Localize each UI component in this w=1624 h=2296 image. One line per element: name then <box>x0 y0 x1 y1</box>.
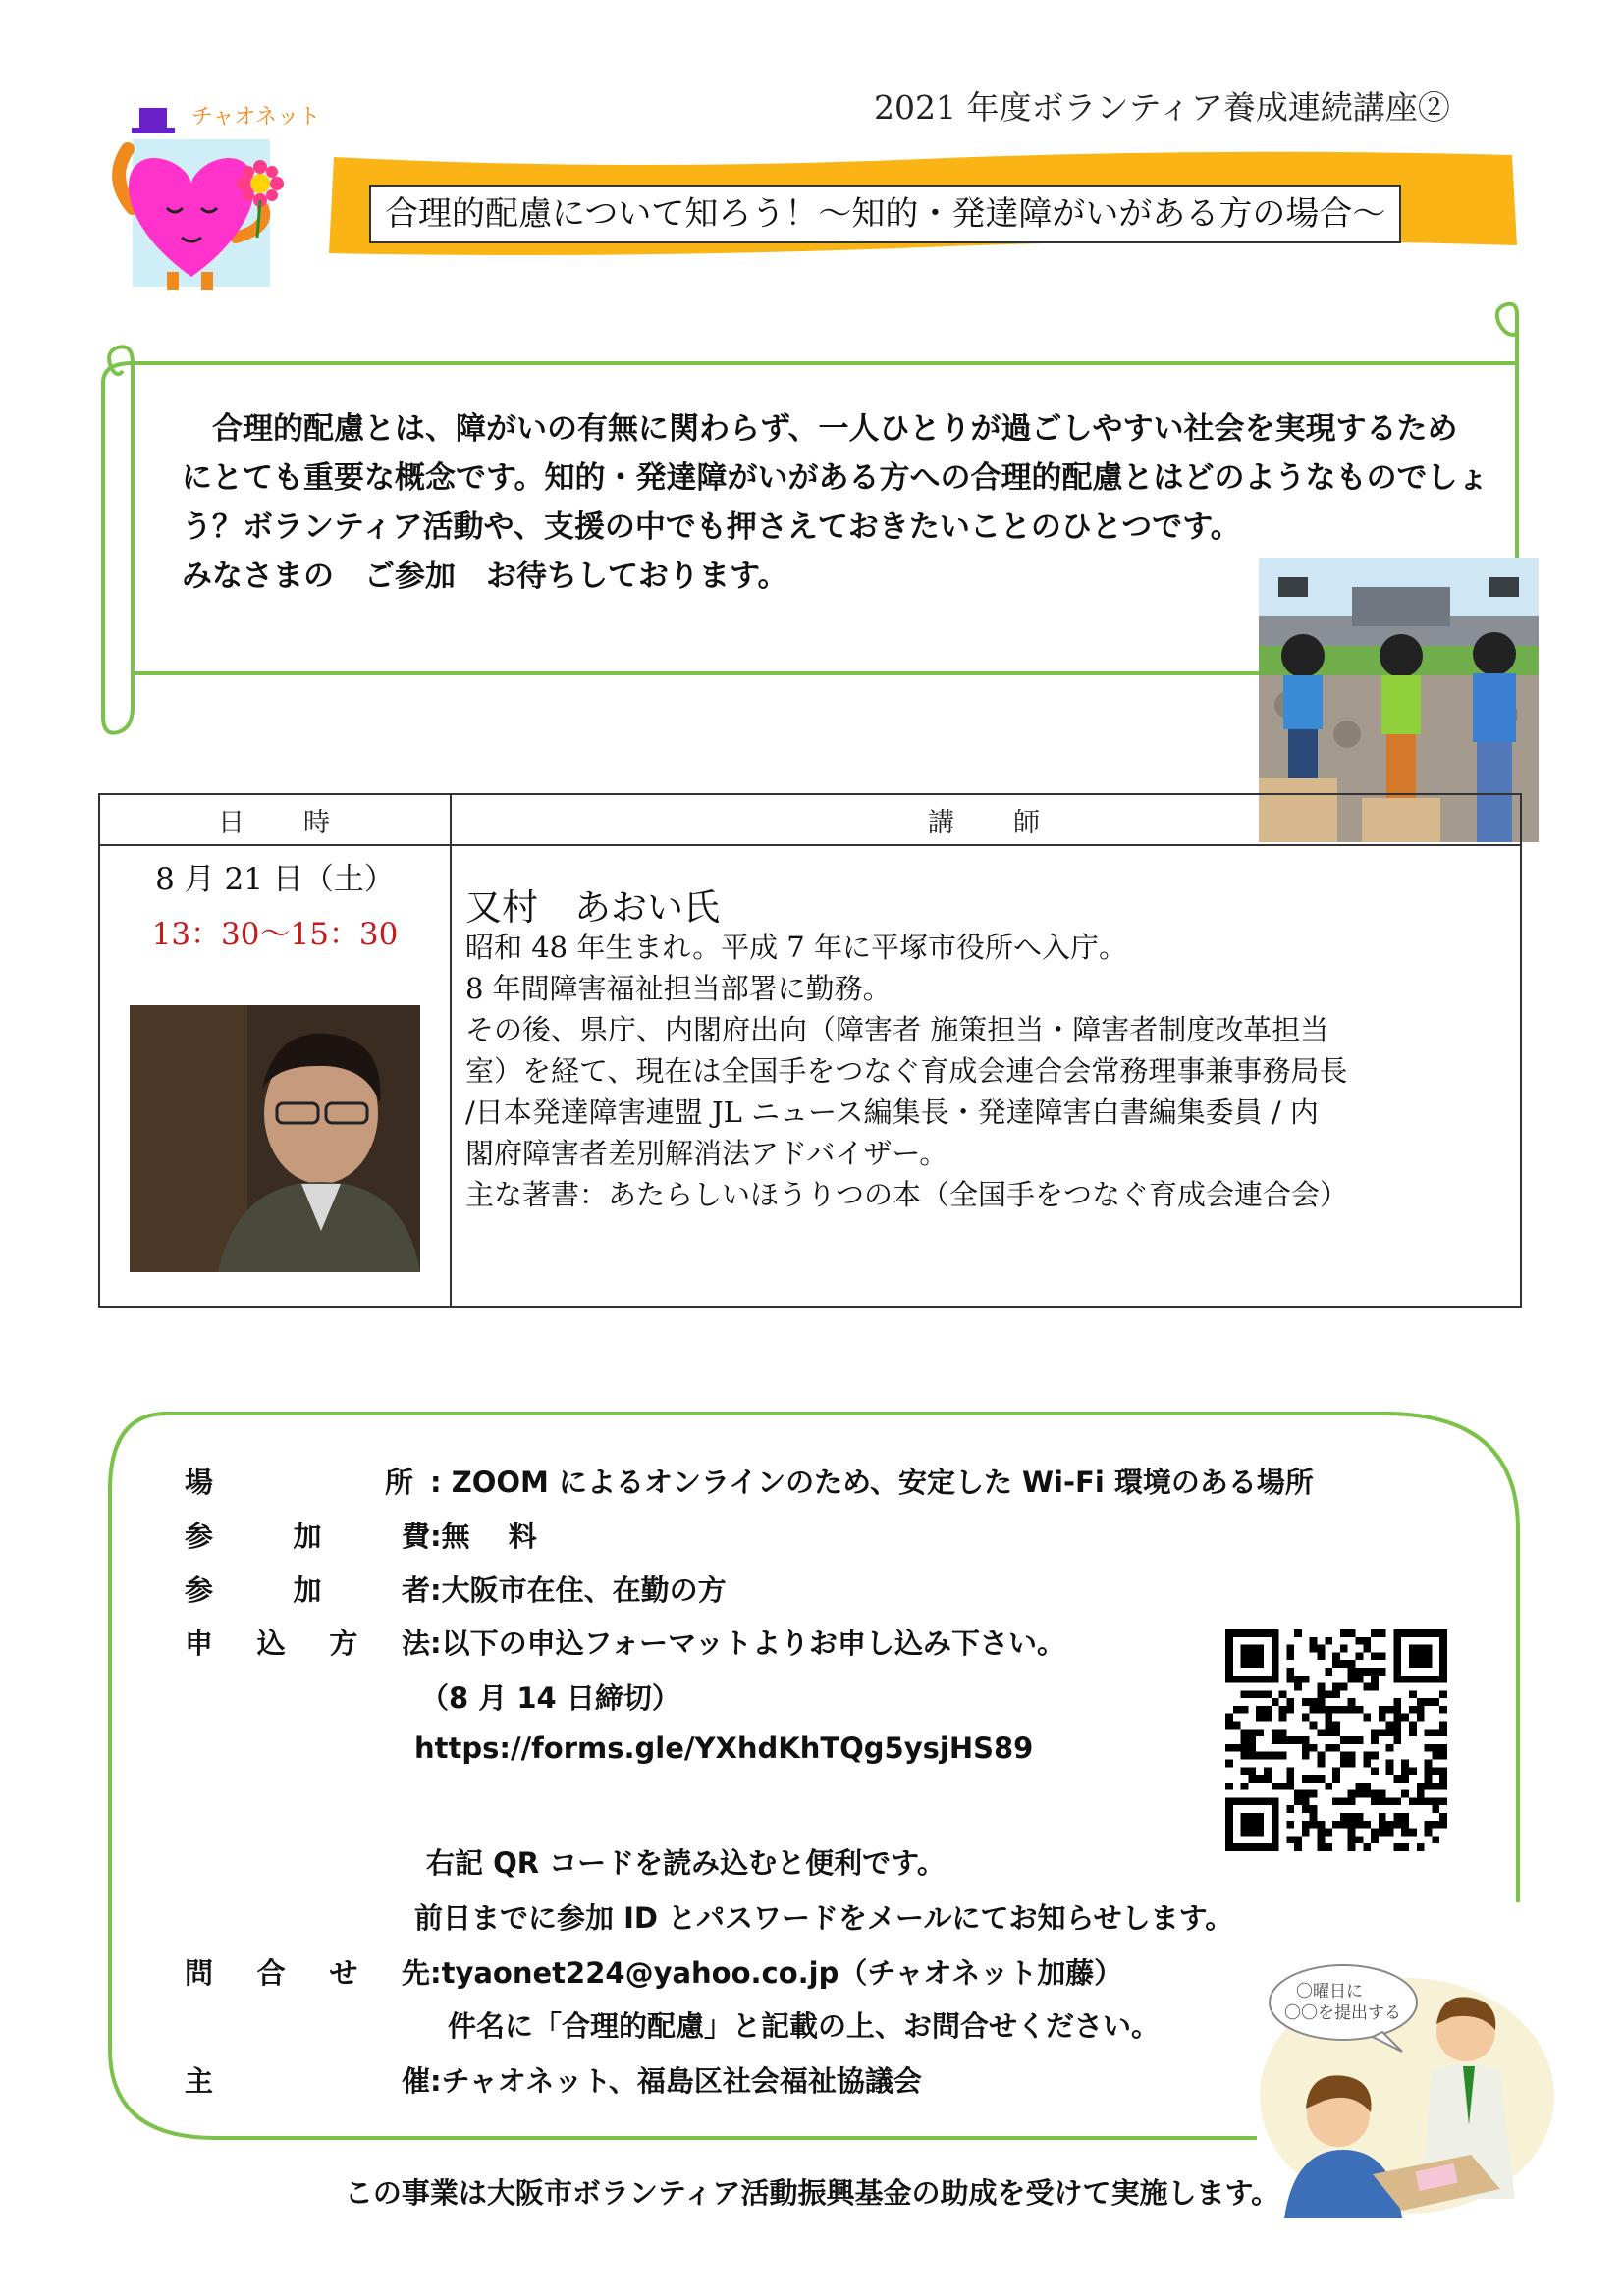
qr-note: 右記 QR コードを読み込むと便利です。 <box>426 1846 946 1880</box>
bio-line: /日本発達障害連盟 JL ニュース編集長・発達障害白書編集委員 / 内 <box>465 1095 1319 1129</box>
bio-line: 昭和 48 年生まれ。平成 7 年に平塚市役所へ入庁。 <box>465 931 1127 964</box>
header-lecturer: 講 師 <box>928 808 1042 838</box>
contact-email-link[interactable]: :tyaonet224@yahoo.co.jp（チャオネット加藤） <box>430 1956 1123 1990</box>
deadline: （8 月 14 日締切） <box>420 1682 680 1715</box>
logo-text: チャオネット <box>191 105 321 130</box>
host-value: :チャオネット、福島区社会福祉協議会 <box>430 2064 922 2098</box>
intro-line: う？ボランティア活動や、支援の中でも押さえておきたいことのひとつです。 <box>182 509 1241 545</box>
place-label-end: 所 <box>385 1466 414 1499</box>
series-title: 2021 年度ボランティア養成連続講座② <box>874 88 1450 127</box>
participants-value: :大阪市在住、在勤の方 <box>430 1574 727 1607</box>
intro-line: 合理的配慮とは、障がいの有無に関わらず、一人ひとりが過ごしやすい社会を実現するため <box>182 411 1458 447</box>
host-label: 主 催 <box>185 2064 430 2098</box>
place-value: : ZOOM によるオンラインのため、安定した Wi-Fi 環境のある場所 <box>430 1466 1314 1499</box>
intro-line: にとても重要な概念です。知的・発達障がいがある方への合理的配慮とはどのようなものでしょ <box>182 460 1489 496</box>
contact-label: 問 合 せ 先 <box>185 1956 430 1990</box>
fee-label: 参 加 費 <box>185 1520 430 1553</box>
chaonet-logo <box>88 90 321 296</box>
lecturer-name: 又村 あおい氏 <box>465 886 720 929</box>
bio-line: 閣府障害者差別解消法アドバイザー。 <box>465 1137 948 1170</box>
participants-label: 参 加 者 <box>185 1574 430 1607</box>
event-table <box>98 793 1522 1308</box>
bio-line: 8 年間障害福祉担当部署に勤務。 <box>465 972 892 1005</box>
lecturer-photo <box>130 1005 420 1272</box>
page-title: 合理的配慮について知ろう！～知的・発達障がいがある方の場合～ <box>369 185 1401 243</box>
place-label: 場 <box>185 1466 214 1499</box>
id-note: 前日までに参加 ID とパスワードをメールにてお知らせします。 <box>414 1901 1234 1935</box>
intro-line: みなさまの ご参加 お待ちしております。 <box>182 559 788 594</box>
apply-value: :以下の申込フォーマットよりお申し込み下さい。 <box>430 1627 1065 1660</box>
apply-label: 申 込 方 法 <box>185 1627 430 1660</box>
qr-code[interactable] <box>1225 1629 1447 1851</box>
lecturer-bio <box>465 927 1506 1215</box>
speech-line-2: 〇〇を提出する <box>1284 2003 1401 2023</box>
fee-value: :無 料 <box>430 1520 537 1553</box>
bio-line: その後、県庁、内閣府出向（障害者 施策担当・障害者制度改革担当 <box>465 1013 1329 1046</box>
footer-note: この事業は大阪市ボランティア活動振興基金の助成を受けて実施します。 <box>344 2176 1280 2210</box>
bio-line: 室）を経て、現在は全国手をつなぐ育成会連合会常務理事兼事務局長 <box>465 1054 1348 1088</box>
speech-line-1: 〇曜日に <box>1296 1982 1363 2002</box>
header-datetime: 日 時 <box>218 808 332 838</box>
form-url-link[interactable]: https://forms.gle/YXhdKhTQg5ysjHS89 <box>414 1732 1034 1765</box>
bio-line: 主な著書：あたらしいほうりつの本（全国手をつなぐ育成会連合会） <box>465 1178 1349 1211</box>
event-time: 13：30～15：30 <box>151 917 399 952</box>
contact-note: 件名に「合理的配慮」と記載の上、お問合せください。 <box>448 2009 1161 2043</box>
event-date: 8 月 21 日（土） <box>155 862 395 897</box>
